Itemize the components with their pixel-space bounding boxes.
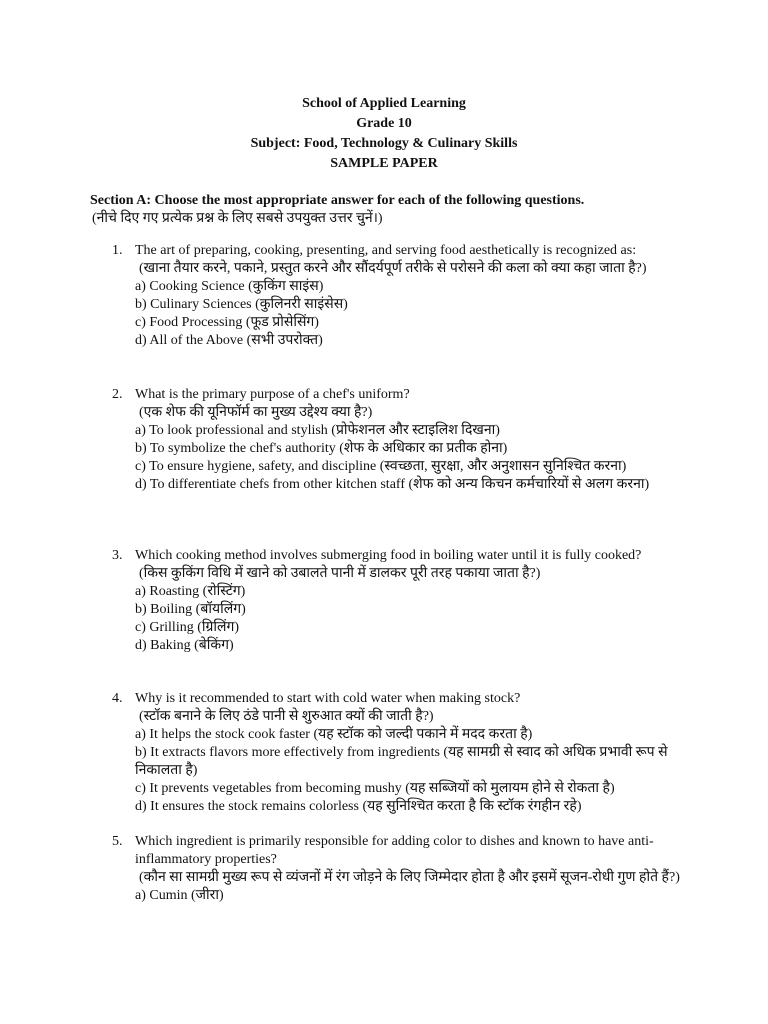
option-d: d) It ensures the stock remains colorless (यह सुनिश्चित करता है कि स्टॉक रंगहीन रहे) <box>135 799 582 814</box>
option-c: c) Grilling (ग्रिलिंग) <box>135 620 240 635</box>
question-number: 3. <box>112 548 123 563</box>
option-a: a) Cumin (जीरा) <box>135 888 224 903</box>
question-text-hindi: (खाना तैयार करने, पकाने, प्रस्तुत करने और सौंदर्यपूर्ण तरीके से परोसने की कला को क्या कहा जाता है?) <box>139 261 647 276</box>
question-1 <box>112 242 682 350</box>
question-2 <box>112 386 682 494</box>
question-text-hindi: (किस कुकिंग विधि में खाने को उबालते पानी में डालकर पूरी तरह पकाया जाता है?) <box>139 566 541 581</box>
question-4 <box>112 690 682 816</box>
paper-header <box>0 94 768 174</box>
option-c: c) To ensure hygiene, safety, and discipline (स्वच्छता, सुरक्षा, और अनुशासन सुनिश्चित करना) <box>135 459 627 474</box>
option-a: a) It helps the stock cook faster (यह स्टॉक को जल्दी पकाने में मदद करता है) <box>135 727 533 742</box>
section-instructions-hindi: (नीचे दिए गए प्रत्येक प्रश्न के लिए सबसे उपयुक्त उत्तर चुनें।) <box>92 211 383 226</box>
question-number: 4. <box>112 691 123 706</box>
school-name: School of Applied Learning <box>302 96 466 111</box>
question-text-hindi: (एक शेफ की यूनिफॉर्म का मुख्य उद्देश्य क्या है?) <box>139 405 373 420</box>
option-b: b) To symbolize the chef's authority (शेफ के अधिकार का प्रतीक होना) <box>135 441 508 456</box>
option-a: a) Roasting (रोस्टिंग) <box>135 584 246 599</box>
question-3 <box>112 547 682 655</box>
section-title: Section A: Choose the most appropriate answer for each of the following questions. <box>90 193 585 208</box>
option-b: b) It extracts flavors more effectively from ingredients (यह सामग्री से स्वाद को अधिक प्रभावी रूप से निकालता है) <box>135 745 668 778</box>
question-text: Why is it recommended to start with cold water when making stock? <box>135 691 521 706</box>
subject-label: Subject: Food, Technology & Culinary Skills <box>250 136 518 151</box>
paper-type: SAMPLE PAPER <box>330 156 438 171</box>
option-b: b) Culinary Sciences (कुलिनरी साइंसेस) <box>135 297 348 312</box>
option-a: a) To look professional and stylish (प्रोफेशनल और स्टाइलिश दिखना) <box>135 423 500 438</box>
option-d: d) All of the Above (सभी उपरोक्त) <box>135 333 323 348</box>
option-b: b) Boiling (बॉयलिंग) <box>135 602 246 617</box>
question-text: Which cooking method involves submerging food in boiling water until it is fully cooked? <box>135 548 642 563</box>
question-text: What is the primary purpose of a chef's uniform? <box>135 387 410 402</box>
grade-label: Grade 10 <box>356 116 412 131</box>
question-number: 1. <box>112 243 123 258</box>
question-number: 2. <box>112 387 123 402</box>
question-text-hindi: (स्टॉक बनाने के लिए ठंडे पानी से शुरुआत क्यों की जाती है?) <box>139 709 434 724</box>
option-d: d) To differentiate chefs from other kitchen staff (शेफ को अन्य किचन कर्मचारियों से अलग करना) <box>135 477 650 492</box>
question-5 <box>112 833 682 905</box>
option-c: c) Food Processing (फूड प्रोसेसिंग) <box>135 315 319 330</box>
option-c: c) It prevents vegetables from becoming mushy (यह सब्जियों को मुलायम होने से रोकता है) <box>135 781 615 796</box>
option-a: a) Cooking Science (कुकिंग साइंस) <box>135 279 324 294</box>
option-d: d) Baking (बेकिंग) <box>135 638 234 653</box>
section-a-instructions <box>90 192 730 228</box>
question-text-hindi: (कौन सा सामग्री मुख्य रूप से व्यंजनों में रंग जोड़ने के लिए जिम्मेदार होता है और इसमें सूजन-रोधी गुण होते हैं?) <box>139 870 680 885</box>
question-number: 5. <box>112 834 123 849</box>
question-text: The art of preparing, cooking, presenting, and serving food aesthetically is recognized as: <box>135 243 637 258</box>
question-text: Which ingredient is primarily responsible for adding color to dishes and known to have anti-inflammatory properties? <box>135 834 654 867</box>
